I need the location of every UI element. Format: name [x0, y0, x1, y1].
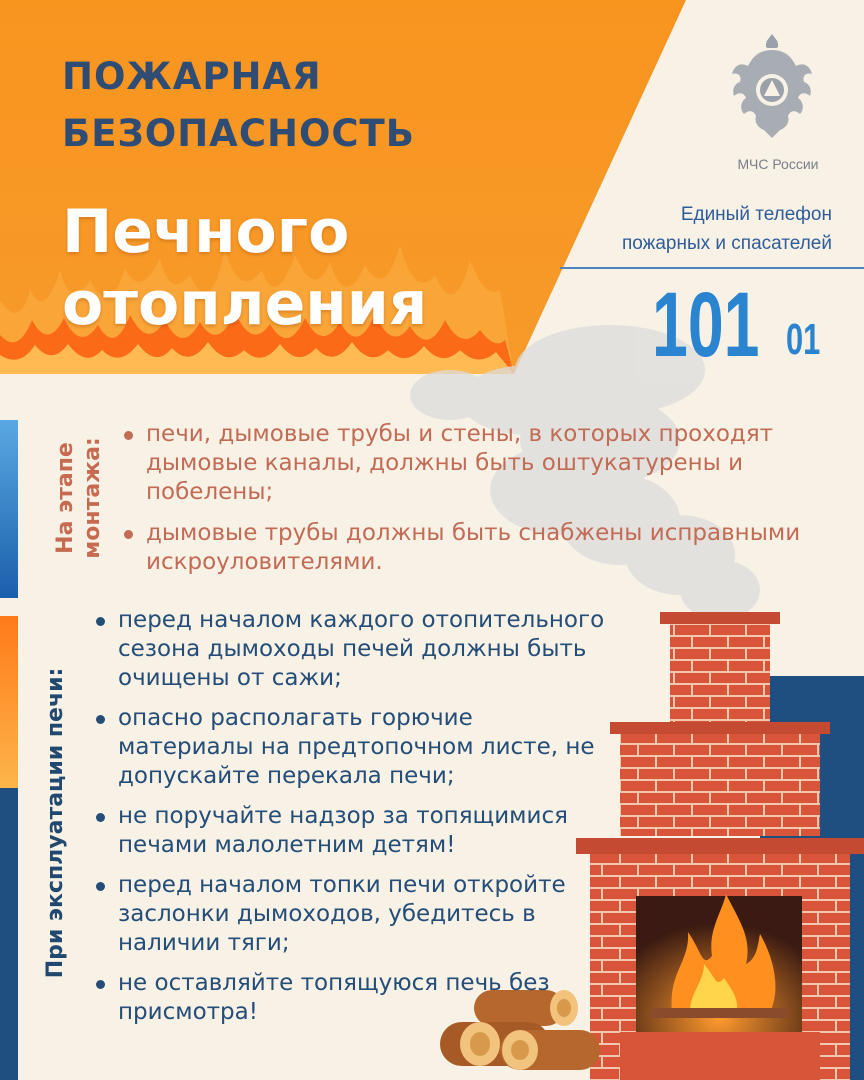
bullet-icon — [96, 617, 105, 626]
section-installation-label — [52, 418, 108, 578]
section-installation-label-line2: монтажа: — [80, 437, 105, 559]
phone-label-line1: Единый телефон — [680, 204, 832, 225]
phone-number-main[interactable]: 101 — [652, 274, 760, 376]
list-item — [122, 420, 822, 507]
list-item — [94, 704, 614, 791]
bullet-icon — [96, 980, 105, 989]
side-bar-navy — [0, 788, 18, 1080]
list-item — [94, 871, 614, 958]
list-item-text: перед началом топки печи откройте заслонки дымоходов, убедитесь в наличии тяги; — [118, 872, 566, 956]
phone-number-alt[interactable]: 01 — [786, 315, 821, 364]
phone-label-line2: пожарных и спасателей — [621, 233, 832, 254]
phone-divider — [560, 267, 864, 269]
header-title-line2: отопления — [62, 269, 428, 339]
list-item — [94, 802, 614, 860]
list-item-text: не оставляйте топящуюся печь без присмотра! — [118, 970, 550, 1025]
list-item-text: дымовые трубы должны быть снабжены исправными искроуловителями. — [146, 520, 801, 575]
header-subtitle-line1: ПОЖАРНАЯ — [62, 55, 322, 98]
bullet-icon — [96, 882, 105, 891]
list-item-text: перед началом каждого отопительного сезона дымоходы печей должны быть очищены от сажи; — [118, 607, 605, 691]
header-title-line1: Печного — [62, 197, 350, 267]
bullet-icon — [124, 530, 133, 539]
operation-list — [94, 606, 614, 1038]
installation-list — [122, 420, 822, 589]
bullet-icon — [124, 431, 133, 440]
list-item — [94, 606, 614, 693]
bullet-icon — [96, 715, 105, 724]
phone-label — [560, 200, 832, 258]
emblem-label: МЧС России — [737, 156, 819, 172]
list-item-text: печи, дымовые трубы и стены, в которых проходят дымовые каналы, должны быть оштукатурены и побелены; — [146, 421, 774, 505]
mchs-eagle-emblem-icon — [728, 28, 816, 146]
bullet-icon — [96, 813, 105, 822]
list-item-text: не поручайте надзор за топящимися печами малолетним детям! — [118, 803, 568, 858]
section-installation-label-line1: На этапе — [53, 442, 78, 554]
header-title — [62, 196, 427, 340]
section-operation-label: При эксплуатации печи: — [43, 667, 68, 979]
header-subtitle-line2: БЕЗОПАСНОСТЬ — [62, 112, 415, 155]
side-bar-blue — [0, 420, 18, 598]
side-bar-orange — [0, 616, 18, 788]
list-item — [94, 969, 614, 1027]
list-item — [122, 519, 822, 577]
header-subtitle — [62, 48, 415, 162]
list-item-text: опасно располагать горючие материалы на предтопочном листе, не допускайте перекала печи; — [118, 705, 595, 789]
